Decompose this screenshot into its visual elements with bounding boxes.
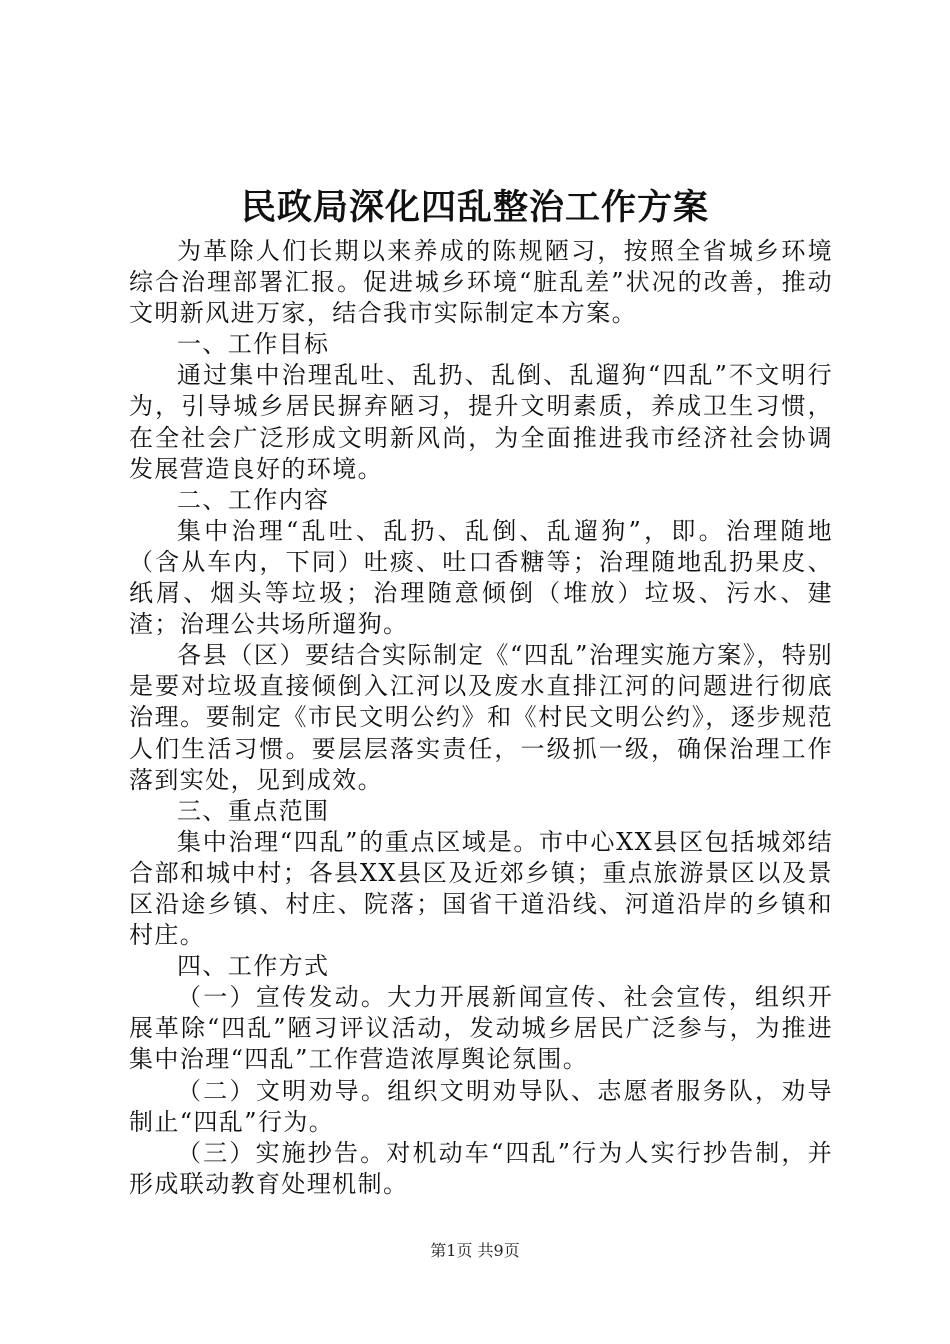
county-paragraph: 各县（区）要结合实际制定《“四乱”治理实施方案》，特别是要对垃圾直接倾倒入江河以及废水直排江河的问题进行彻底治理。要制定《市民文明公约》和《村民文明公约》，逐步规范人们生活习惯。要层层落实责任，一级抓一级，确保治理工作落到实处，见到成效。 [129,641,833,794]
method-report-paragraph: （三）实施抄告。对机动车“四乱”行为人实行抄告制，并形成联动教育处理机制。 [129,1138,833,1198]
section-heading-content: 二、工作内容 [177,485,330,514]
document-body [129,236,833,1200]
section-heading-methods: 四、工作方式 [177,952,330,981]
method-publicity-paragraph: （一）宣传发动。大力开展新闻宣传、社会宣传，组织开展革除“四乱”陋习评议活动，发动城乡居民广泛参与，为推进集中治理“四乱”工作营造浓厚舆论氛围。 [129,983,833,1074]
content-paragraph: 集中治理“乱吐、乱扔、乱倒、乱遛狗”，即。治理随地（含从车内，下同）吐痰、吐口香糖等；治理随地乱扔果皮、纸屑、烟头等垃圾；治理随意倾倒（堆放）垃圾、污水、建渣；治理公共场所遛狗。 [129,516,833,639]
intro-paragraph: 为革除人们长期以来养成的陈规陋习，按照全省城乡环境综合治理部署汇报。促进城乡环境“脏乱差”状况的改善，推动文明新风进万家，结合我市实际制定本方案。 [129,237,833,328]
scope-paragraph: 集中治理“四乱”的重点区域是。市中心XX县区包括城郊结合部和城中村；各县XX县区及近郊乡镇；重点旅游景区以及景区沿途乡镇、村庄、院落；国省干道沿线、河道沿岸的乡镇和村庄。 [129,827,833,950]
section-heading-scope: 三、重点范围 [177,796,330,825]
method-persuasion-paragraph: （二）文明劝导。组织文明劝导队、志愿者服务队，劝导制止“四乱”行为。 [129,1076,833,1136]
page-number-footer: 第1页 共9页 [430,1241,520,1260]
goals-paragraph: 通过集中治理乱吐、乱扔、乱倒、乱遛狗“四乱”不文明行为，引导城乡居民摒弃陋习，提升文明素质，养成卫生习惯，在全社会广泛形成文明新风尚，为全面推进我市经济社会协调发展营造良好的环境。 [129,361,833,483]
section-heading-goals: 一、工作目标 [177,330,330,359]
document-title: 民政局深化四乱整治工作方案 [240,187,709,228]
